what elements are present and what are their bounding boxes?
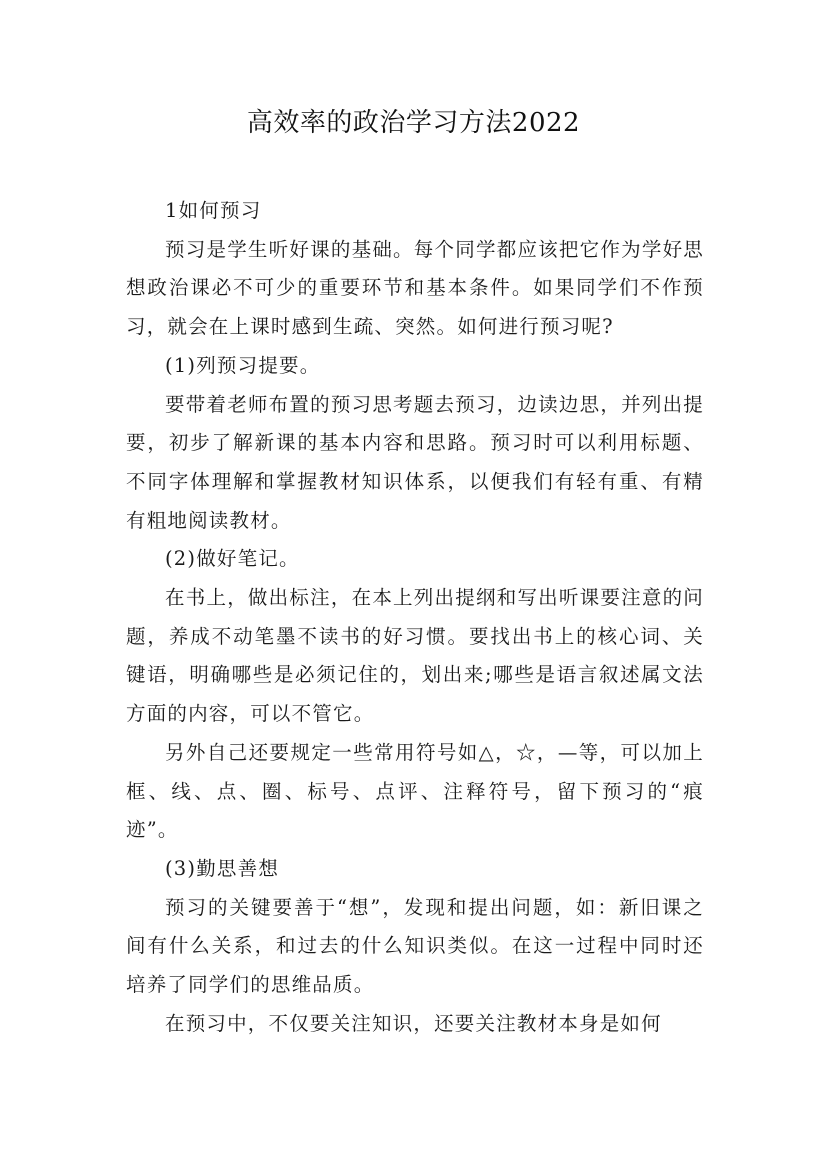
subheading-notes: (2)做好笔记。 — [165, 547, 300, 571]
subheading-outline: (1)列预习提要。 — [165, 353, 321, 377]
paragraph-continued: 在预习中，不仅要关注知识，还要关注教材本身是如何 — [165, 1011, 662, 1035]
paragraph-preview-importance: 预习是学生听好课的基础。每个同学都应该把它作为学好思想政治课必不可少的重要环节和基本条件。如果同学们不作预习，就会在上课时感到生疏、突然。如何进行预习呢? — [126, 237, 704, 339]
paragraph-notes: 在书上，做出标注，在本上列出提纲和写出听课要注意的问题，养成不动笔墨不读书的好习惯。要找出书上的核心词、关键语，明确哪些是必须记住的，划出来;哪些是语言叙述属文法方面的内容，可以不管它。 — [126, 586, 704, 726]
paragraph-think: 预习的关键要善于“想”，发现和提出问题，如：新旧课之间有什么关系，和过去的什么知识类似。在这一过程中同时还培养了同学们的思维品质。 — [126, 895, 704, 997]
section-heading-how-to-preview: 1如何预习 — [165, 199, 262, 222]
paragraph-outline: 要带着老师布置的预习思考题去预习，边读边思，并列出提要，初步了解新课的基本内容和思路。预习时可以利用标题、不同字体理解和掌握教材知识体系，以便我们有轻有重、有精有粗地阅读教材。 — [126, 392, 704, 532]
document-body — [126, 192, 704, 1043]
paragraph-symbols: 另外自己还要规定一些常用符号如△，☆，—等，可以加上框、线、点、圈、标号、点评、注释符号，留下预习的“痕迹”。 — [126, 740, 704, 842]
subheading-think: (3)勤思善想 — [165, 856, 280, 880]
document-title: 高效率的政治学习方法2022 — [246, 108, 581, 138]
